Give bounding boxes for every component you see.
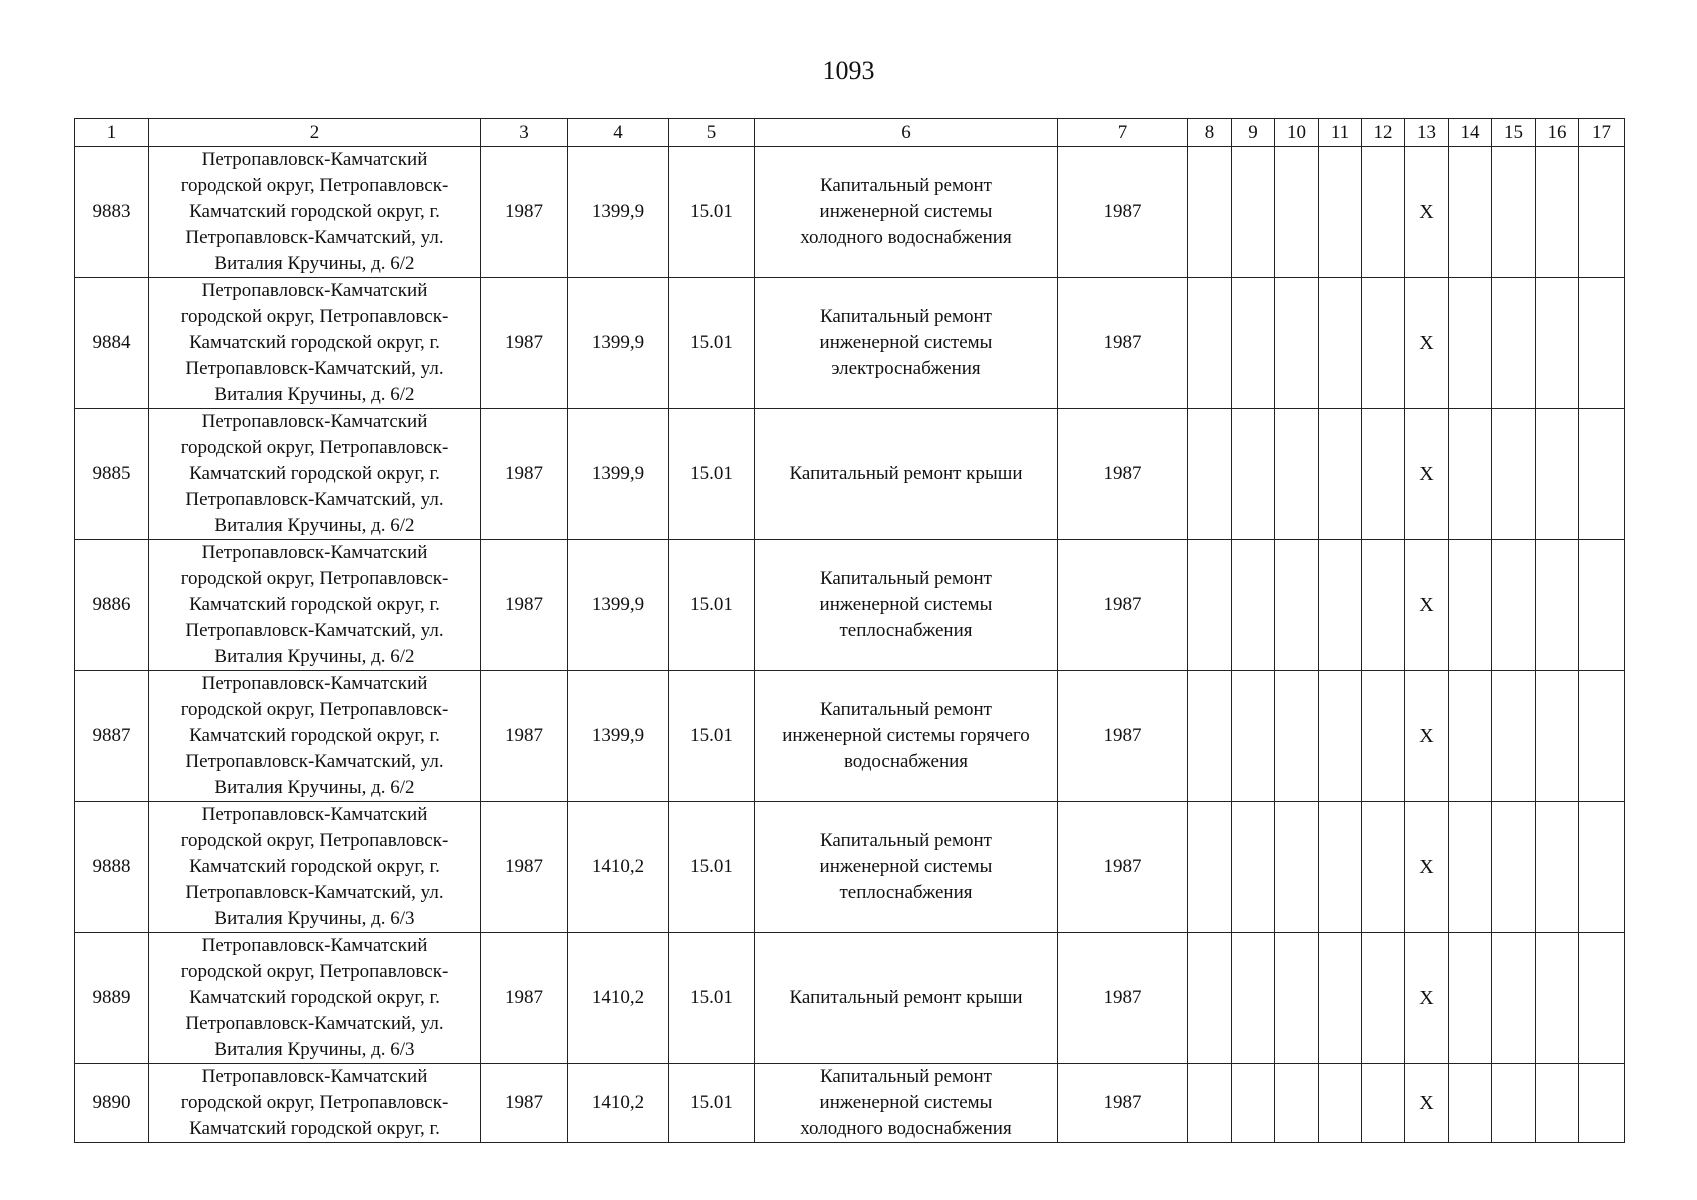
address-cell (149, 540, 481, 671)
empty-cell (1579, 409, 1625, 540)
empty-cell (1188, 147, 1232, 278)
table-row (75, 540, 1625, 671)
address-cell-line: Петропавловск-Камчатский, ул. (185, 882, 444, 903)
address-cell-line: Камчатский городской округ, г. (189, 463, 440, 484)
work-type-cell-line: инженерной системы (819, 201, 993, 222)
address-cell-line: Петропавловск-Камчатский, ул. (185, 358, 444, 379)
address-cell-line: городской округ, Петропавловск- (180, 175, 449, 196)
empty-cell (1232, 1064, 1275, 1143)
address-cell (149, 802, 481, 933)
address-cell-line: городской округ, Петропавловск- (180, 961, 449, 982)
empty-cell (1362, 802, 1405, 933)
row-number-cell: 9887 (75, 671, 149, 802)
empty-cell (1275, 540, 1319, 671)
row-number-cell: 9884 (75, 278, 149, 409)
empty-cell (1492, 409, 1536, 540)
empty-cell (1449, 540, 1492, 671)
empty-cell (1536, 540, 1579, 671)
empty-cell (1362, 933, 1405, 1064)
address-cell (149, 933, 481, 1064)
column-header: 11 (1319, 119, 1362, 147)
work-type-cell-line: Капитальный ремонт (819, 1066, 992, 1087)
row-number-cell: 9883 (75, 147, 149, 278)
work-type-cell (755, 540, 1058, 671)
empty-cell (1536, 671, 1579, 802)
table-row (75, 671, 1625, 802)
build-year-cell: 1987 (481, 671, 568, 802)
mark-cell: X (1405, 147, 1449, 278)
build-year-cell: 1987 (481, 1064, 568, 1143)
empty-cell (1536, 409, 1579, 540)
empty-cell (1536, 147, 1579, 278)
code-cell: 15.01 (669, 147, 755, 278)
address-cell-line: городской округ, Петропавловск- (180, 306, 449, 327)
code-cell: 15.01 (669, 671, 755, 802)
year-cell: 1987 (1058, 671, 1188, 802)
page-number: 1093 (822, 56, 875, 85)
build-year-cell: 1987 (481, 802, 568, 933)
build-year-cell: 1987 (481, 278, 568, 409)
build-year-cell: 1987 (481, 933, 568, 1064)
empty-cell (1362, 1064, 1405, 1143)
build-year-cell: 1987 (481, 409, 568, 540)
column-header: 3 (481, 119, 568, 147)
column-header: 6 (755, 119, 1058, 147)
address-cell-line: Петропавловск-Камчатский (201, 542, 428, 563)
address-cell-line: Камчатский городской округ, г. (189, 856, 440, 877)
empty-cell (1579, 1064, 1625, 1143)
mark-cell: X (1405, 278, 1449, 409)
address-cell-line: Петропавловск-Камчатский, ул. (185, 751, 444, 772)
address-cell-line: Камчатский городской округ, г. (189, 725, 440, 746)
address-cell-line: городской округ, Петропавловск- (180, 437, 449, 458)
address-cell-line: Камчатский городской округ, г. (189, 1118, 440, 1139)
work-type-cell (755, 1064, 1058, 1143)
empty-cell (1188, 540, 1232, 671)
address-cell-line: Петропавловск-Камчатский (201, 935, 428, 956)
empty-cell (1579, 933, 1625, 1064)
empty-cell (1188, 1064, 1232, 1143)
year-cell: 1987 (1058, 409, 1188, 540)
empty-cell (1275, 147, 1319, 278)
empty-cell (1275, 671, 1319, 802)
empty-cell (1536, 933, 1579, 1064)
empty-cell (1275, 278, 1319, 409)
year-cell: 1987 (1058, 540, 1188, 671)
empty-cell (1492, 147, 1536, 278)
column-header: 1 (75, 119, 149, 147)
address-cell-line: Виталия Кручины, д. 6/3 (214, 1039, 415, 1060)
empty-cell (1319, 802, 1362, 933)
empty-cell (1188, 933, 1232, 1064)
area-cell: 1410,2 (568, 1064, 669, 1143)
address-cell (149, 671, 481, 802)
area-cell: 1399,9 (568, 409, 669, 540)
empty-cell (1319, 409, 1362, 540)
address-cell (149, 147, 481, 278)
address-cell-line: Виталия Кручины, д. 6/2 (214, 515, 415, 536)
build-year-cell: 1987 (481, 147, 568, 278)
empty-cell (1492, 802, 1536, 933)
column-header: 4 (568, 119, 669, 147)
work-type-cell-line: инженерной системы (819, 856, 993, 877)
empty-cell (1449, 1064, 1492, 1143)
address-cell-line: городской округ, Петропавловск- (180, 830, 449, 851)
empty-cell (1449, 147, 1492, 278)
work-type-cell-line: Капитальный ремонт крыши (789, 987, 1023, 1008)
empty-cell (1449, 409, 1492, 540)
work-type-cell-line: теплоснабжения (839, 620, 973, 641)
area-cell: 1399,9 (568, 278, 669, 409)
year-cell: 1987 (1058, 147, 1188, 278)
address-cell-line: Виталия Кручины, д. 6/2 (214, 646, 415, 667)
work-type-cell (755, 147, 1058, 278)
column-header: 15 (1492, 119, 1536, 147)
address-cell (149, 1064, 481, 1143)
column-header: 14 (1449, 119, 1492, 147)
table-row (75, 147, 1625, 278)
empty-cell (1536, 278, 1579, 409)
address-cell-line: Петропавловск-Камчатский (201, 673, 428, 694)
column-header: 17 (1579, 119, 1625, 147)
code-cell: 15.01 (669, 278, 755, 409)
work-type-cell-line: холодного водоснабжения (800, 1118, 1012, 1139)
work-type-cell-line: электроснабжения (831, 358, 981, 379)
work-type-cell (755, 802, 1058, 933)
empty-cell (1362, 147, 1405, 278)
work-type-cell-line: инженерной системы (819, 1092, 993, 1113)
code-cell: 15.01 (669, 540, 755, 671)
column-header: 16 (1536, 119, 1579, 147)
empty-cell (1319, 147, 1362, 278)
row-number-cell: 9888 (75, 802, 149, 933)
work-type-cell-line: инженерной системы (819, 332, 993, 353)
table-row (75, 409, 1625, 540)
empty-cell (1275, 1064, 1319, 1143)
work-type-cell-line: инженерной системы (819, 594, 993, 615)
empty-cell (1492, 540, 1536, 671)
address-cell-line: Петропавловск-Камчатский, ул. (185, 620, 444, 641)
mark-cell: X (1405, 1064, 1449, 1143)
address-cell-line: Петропавловск-Камчатский (201, 280, 428, 301)
address-cell-line: Виталия Кручины, д. 6/2 (214, 384, 415, 405)
empty-cell (1188, 278, 1232, 409)
column-header-row (75, 119, 1625, 147)
code-cell: 15.01 (669, 933, 755, 1064)
row-number-cell: 9889 (75, 933, 149, 1064)
build-year-cell: 1987 (481, 540, 568, 671)
address-cell-line: Петропавловск-Камчатский (201, 1066, 428, 1087)
work-type-cell-line: холодного водоснабжения (800, 227, 1012, 248)
empty-cell (1362, 540, 1405, 671)
empty-cell (1579, 540, 1625, 671)
address-cell-line: Камчатский городской округ, г. (189, 332, 440, 353)
column-header: 9 (1232, 119, 1275, 147)
area-cell: 1399,9 (568, 540, 669, 671)
column-header: 7 (1058, 119, 1188, 147)
empty-cell (1232, 409, 1275, 540)
address-cell-line: Камчатский городской округ, г. (189, 987, 440, 1008)
empty-cell (1319, 671, 1362, 802)
code-cell: 15.01 (669, 802, 755, 933)
empty-cell (1536, 1064, 1579, 1143)
empty-cell (1232, 278, 1275, 409)
area-cell: 1399,9 (568, 147, 669, 278)
column-header: 2 (149, 119, 481, 147)
empty-cell (1492, 671, 1536, 802)
mark-cell: X (1405, 933, 1449, 1064)
code-cell: 15.01 (669, 409, 755, 540)
area-cell: 1410,2 (568, 802, 669, 933)
empty-cell (1362, 409, 1405, 540)
area-cell: 1399,9 (568, 671, 669, 802)
address-cell-line: Виталия Кручины, д. 6/3 (214, 908, 415, 929)
year-cell: 1987 (1058, 933, 1188, 1064)
work-type-cell (755, 278, 1058, 409)
work-type-cell-line: водоснабжения (843, 751, 969, 772)
mark-cell: X (1405, 671, 1449, 802)
address-cell-line: Камчатский городской округ, г. (189, 201, 440, 222)
column-header: 12 (1362, 119, 1405, 147)
mark-cell: X (1405, 540, 1449, 671)
table-row (75, 933, 1625, 1064)
work-type-cell-line: Капитальный ремонт (819, 306, 992, 327)
mark-cell: X (1405, 409, 1449, 540)
address-cell-line: Петропавловск-Камчатский (201, 411, 428, 432)
empty-cell (1362, 278, 1405, 409)
address-cell (149, 409, 481, 540)
year-cell: 1987 (1058, 278, 1188, 409)
code-cell: 15.01 (669, 1064, 755, 1143)
empty-cell (1492, 278, 1536, 409)
empty-cell (1319, 540, 1362, 671)
empty-cell (1188, 802, 1232, 933)
empty-cell (1492, 933, 1536, 1064)
column-header: 8 (1188, 119, 1232, 147)
work-type-cell-line: Капитальный ремонт (819, 830, 992, 851)
address-cell-line: городской округ, Петропавловск- (180, 568, 449, 589)
mark-cell: X (1405, 802, 1449, 933)
empty-cell (1449, 278, 1492, 409)
empty-cell (1492, 1064, 1536, 1143)
register-table (74, 118, 1625, 1143)
empty-cell (1232, 802, 1275, 933)
address-cell-line: городской округ, Петропавловск- (180, 1092, 449, 1113)
year-cell: 1987 (1058, 1064, 1188, 1143)
work-type-cell-line: Капитальный ремонт (819, 699, 992, 720)
empty-cell (1449, 671, 1492, 802)
table-row (75, 802, 1625, 933)
empty-cell (1275, 933, 1319, 1064)
empty-cell (1449, 933, 1492, 1064)
table-row (75, 1064, 1625, 1143)
empty-cell (1579, 671, 1625, 802)
address-cell-line: Петропавловск-Камчатский (201, 804, 428, 825)
address-cell-line: Петропавловск-Камчатский, ул. (185, 1013, 444, 1034)
empty-cell (1275, 802, 1319, 933)
work-type-cell (755, 409, 1058, 540)
empty-cell (1362, 671, 1405, 802)
work-type-cell-line: Капитальный ремонт крыши (789, 463, 1023, 484)
area-cell: 1410,2 (568, 933, 669, 1064)
row-number-cell: 9885 (75, 409, 149, 540)
column-header: 10 (1275, 119, 1319, 147)
work-type-cell-line: Капитальный ремонт (819, 568, 992, 589)
address-cell (149, 278, 481, 409)
empty-cell (1232, 540, 1275, 671)
work-type-cell (755, 671, 1058, 802)
empty-cell (1579, 802, 1625, 933)
empty-cell (1188, 409, 1232, 540)
empty-cell (1319, 933, 1362, 1064)
empty-cell (1579, 278, 1625, 409)
address-cell-line: Виталия Кручины, д. 6/2 (214, 777, 415, 798)
work-type-cell (755, 933, 1058, 1064)
column-header: 5 (669, 119, 755, 147)
work-type-cell-line: теплоснабжения (839, 882, 973, 903)
work-type-cell-line: инженерной системы горячего (782, 725, 1030, 746)
table-body (75, 119, 1625, 1143)
address-cell-line: Камчатский городской округ, г. (189, 594, 440, 615)
work-type-cell-line: Капитальный ремонт (819, 175, 992, 196)
address-cell-line: Виталия Кручины, д. 6/2 (214, 253, 415, 274)
row-number-cell: 9886 (75, 540, 149, 671)
empty-cell (1232, 147, 1275, 278)
empty-cell (1188, 671, 1232, 802)
empty-cell (1232, 933, 1275, 1064)
empty-cell (1536, 802, 1579, 933)
empty-cell (1579, 147, 1625, 278)
year-cell: 1987 (1058, 802, 1188, 933)
address-cell-line: городской округ, Петропавловск- (180, 699, 449, 720)
empty-cell (1275, 409, 1319, 540)
table-row (75, 278, 1625, 409)
address-cell-line: Петропавловск-Камчатский (201, 149, 428, 170)
address-cell-line: Петропавловск-Камчатский, ул. (185, 227, 444, 248)
column-header: 13 (1405, 119, 1449, 147)
empty-cell (1319, 278, 1362, 409)
row-number-cell: 9890 (75, 1064, 149, 1143)
empty-cell (1232, 671, 1275, 802)
address-cell-line: Петропавловск-Камчатский, ул. (185, 489, 444, 510)
empty-cell (1319, 1064, 1362, 1143)
empty-cell (1449, 802, 1492, 933)
